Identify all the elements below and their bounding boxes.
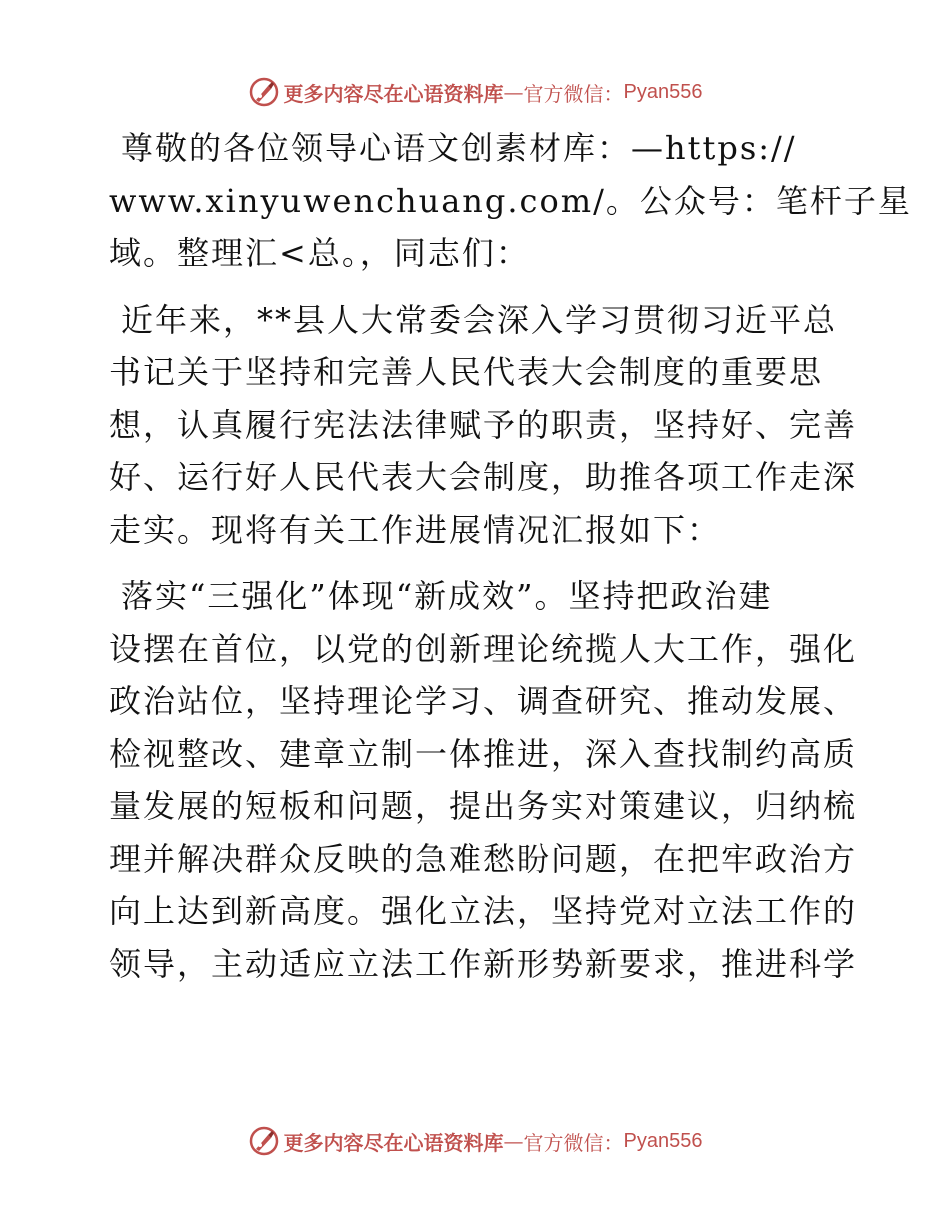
text-line: 理并解决群众反映的急难愁盼问题，在把牢政治方: [109, 839, 858, 878]
pen-circle-logo-icon: [248, 76, 280, 108]
paragraph-intro: [97, 294, 857, 557]
text-line: 设摆在首位，以党的创新理论统揽人大工作，强化: [109, 629, 858, 668]
document-body: [97, 120, 912, 1004]
text-line: 向上达到新高度。强化立法，坚持党对立法工作的: [109, 892, 858, 930]
watermark-dash: —: [503, 80, 524, 104]
text-line: 书记关于坚持和完善人民代表大会制度的重要思: [109, 353, 824, 391]
text-line: 域。整理汇<总。，同志们：: [109, 234, 530, 272]
pen-circle-logo-icon: [248, 1125, 280, 1157]
text-line: 量发展的短板和问题，提出务实对策建议，归纳梳: [109, 787, 858, 825]
watermark-brand: 更多内容尽在心语资料库: [283, 1130, 504, 1155]
text-line: 好、运行好人民代表大会制度，助推各项工作走深: [109, 458, 858, 496]
paragraph-section-one: [97, 570, 857, 990]
text-line: 政治站位，坚持理论学习、调查研究、推动发展、: [109, 682, 858, 720]
watermark-wechat-id: Pyan556: [623, 80, 703, 103]
text-line: 领导，主动适应立法工作新形势新要求，推进科学: [109, 944, 858, 983]
text-line: 走实。现将有关工作进展情况汇报如下：: [109, 510, 722, 549]
watermark-label: 官方微信：: [523, 1130, 624, 1155]
text-line: 落实“三强化”体现“新成效”。坚持把政治建: [121, 577, 773, 615]
header-watermark: [0, 72, 950, 112]
watermark-brand: 更多内容尽在心语资料库: [283, 81, 504, 106]
text-line: www.xinyuwenchuang.com/。公众号：笔杆子星: [109, 181, 912, 220]
footer-watermark: [0, 1121, 950, 1161]
text-line: 检视整改、建章立制一体推进，深入查找制约高质: [109, 734, 858, 773]
watermark-wechat-id: Pyan556: [623, 1129, 703, 1152]
text-line: 近年来，**县人大常委会深入学习贯彻习近平总: [121, 300, 838, 339]
text-line: 尊敬的各位领导心语文创素材库：—https://: [121, 129, 797, 167]
text-line: 想，认真履行宪法法律赋予的职责，坚持好、完善: [109, 405, 858, 444]
paragraph-greeting: [97, 122, 912, 280]
watermark-dash: —: [503, 1129, 524, 1153]
watermark-label: 官方微信：: [523, 81, 624, 106]
